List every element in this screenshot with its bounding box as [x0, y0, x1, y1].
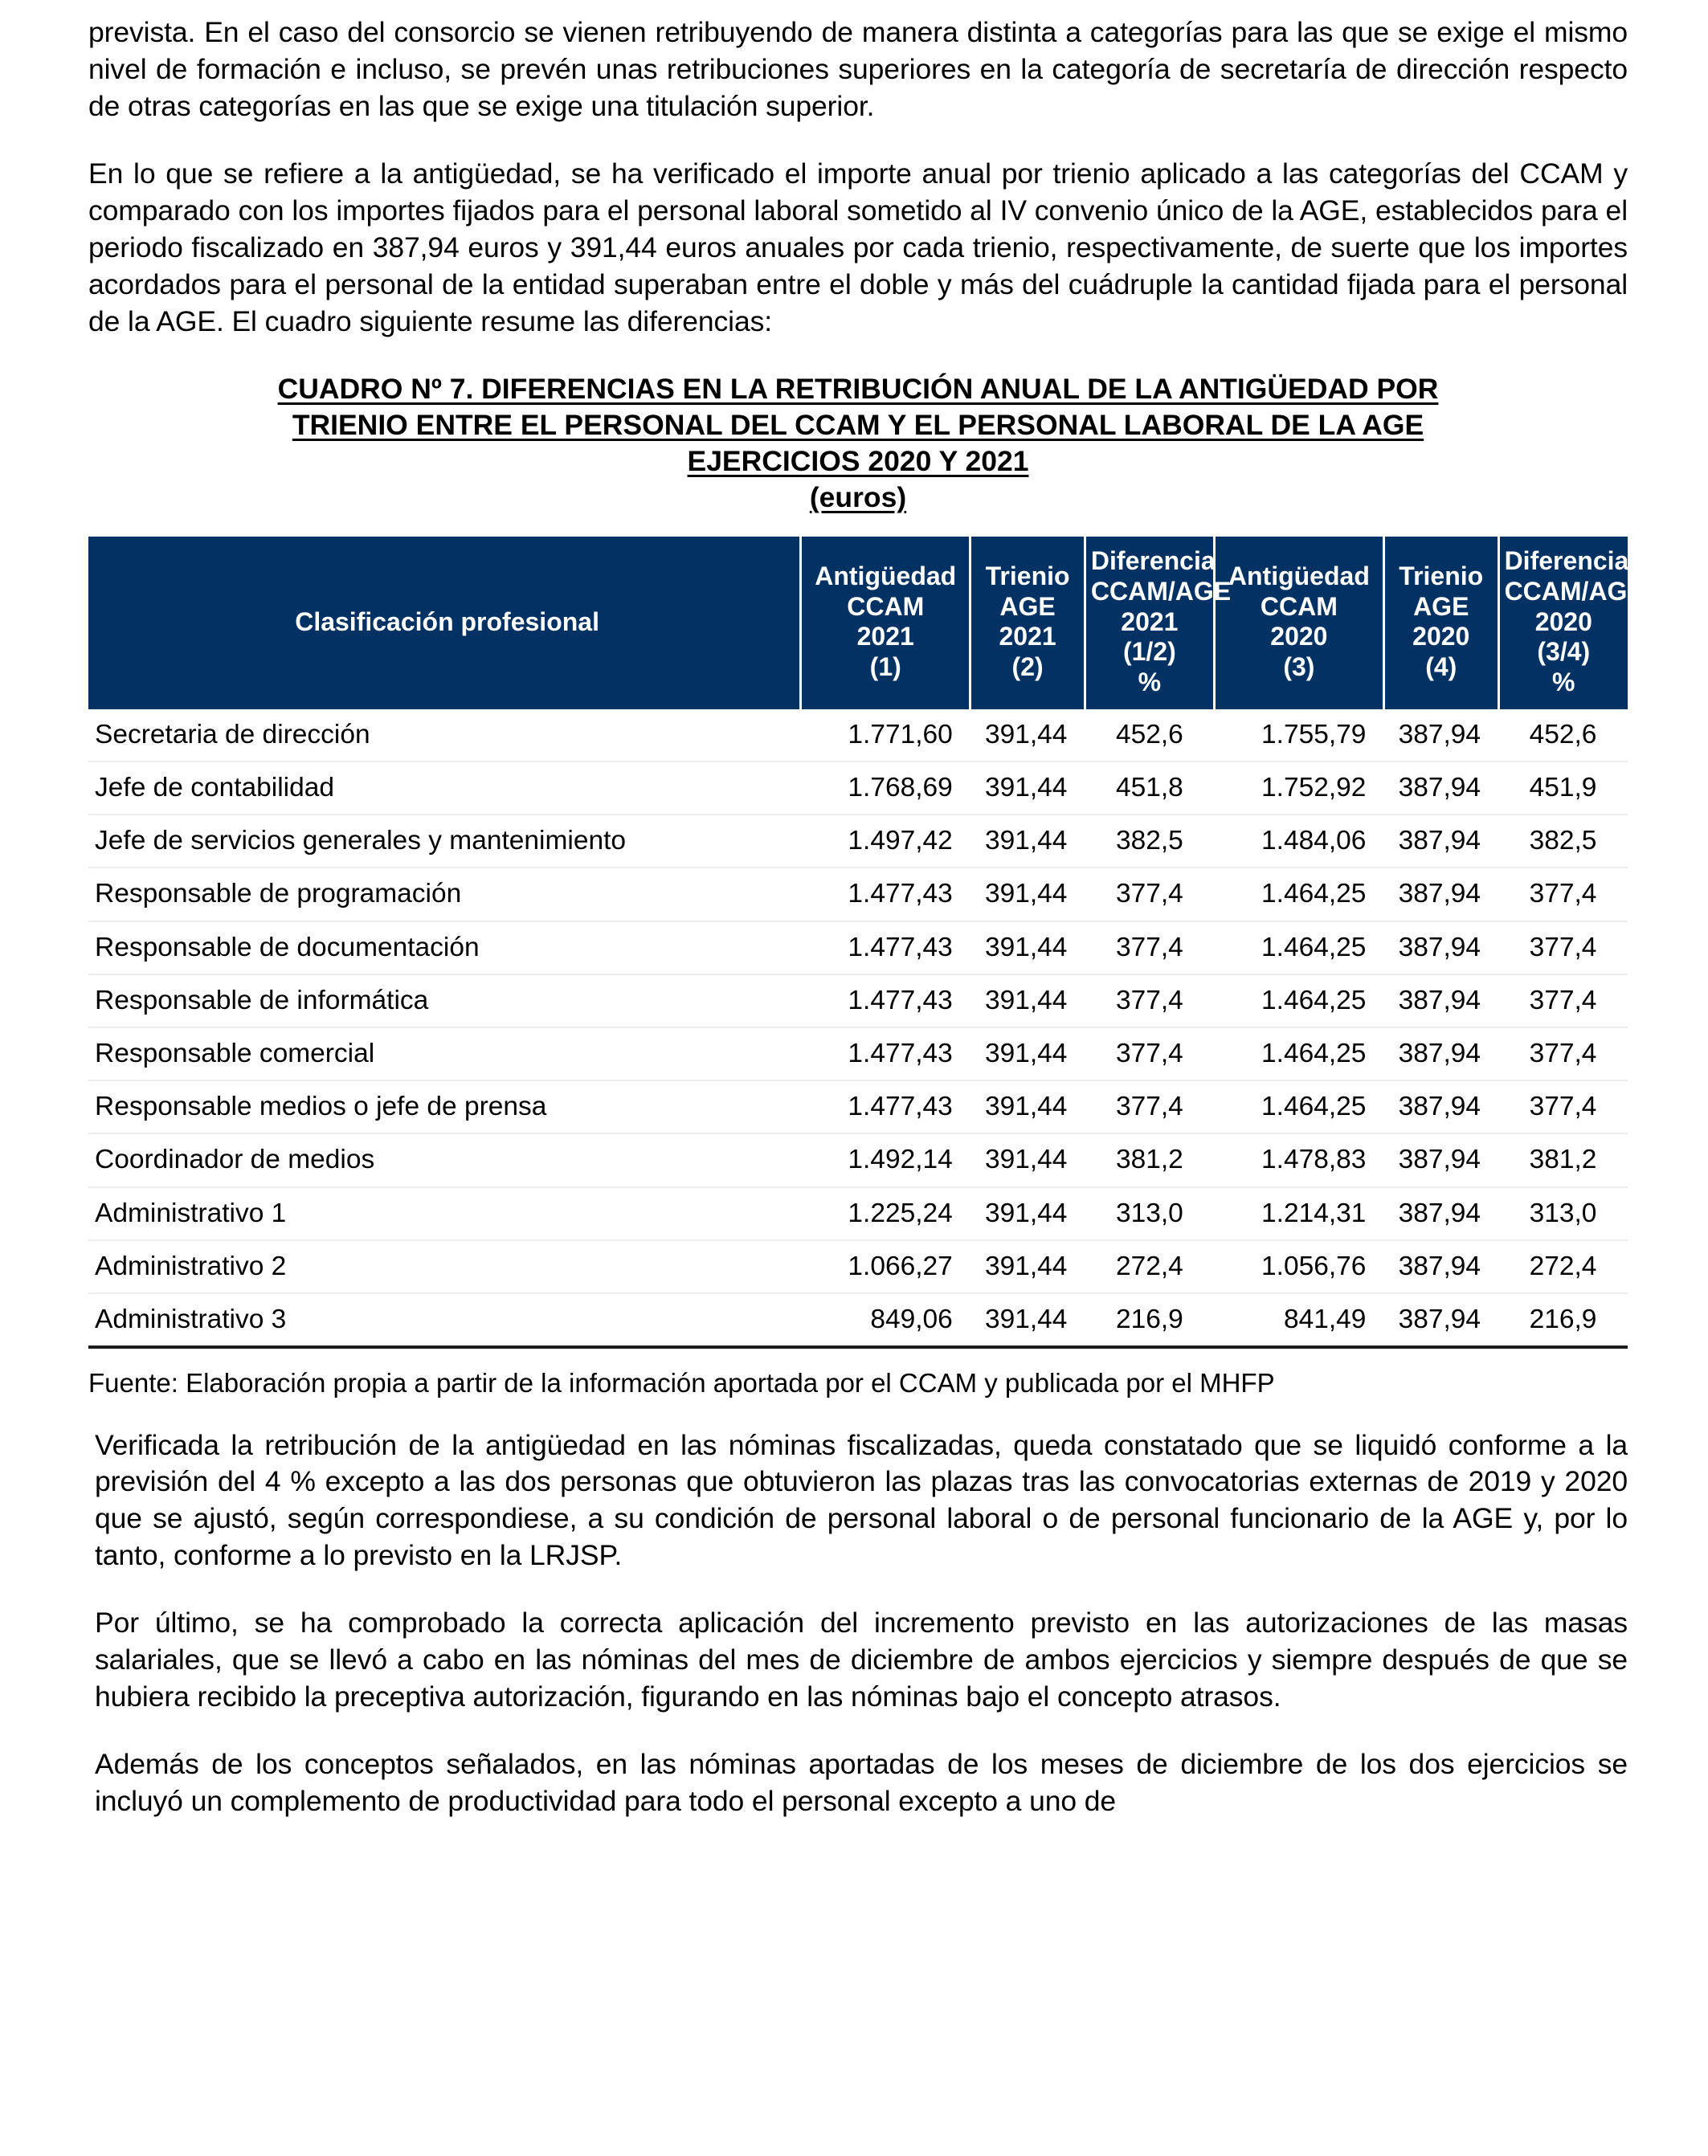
- table-header-row: [88, 537, 1628, 709]
- cell-trienio-age-2021: 391,44: [970, 762, 1085, 815]
- cell-ant-ccam-2020: 1.478,83: [1214, 1133, 1383, 1186]
- cell-clasificacion: Jefe de servicios generales y mantenimiento: [88, 815, 801, 868]
- cell-dif-2020: 216,9: [1498, 1293, 1628, 1347]
- cell-trienio-age-2021: 391,44: [970, 1133, 1085, 1186]
- header-line: (1/2): [1122, 637, 1176, 667]
- cell-clasificacion: Responsable medios o jefe de prensa: [88, 1080, 801, 1133]
- cell-trienio-age-2021: 391,44: [970, 974, 1085, 1027]
- cell-trienio-age-2020: 387,94: [1383, 709, 1498, 762]
- header-line: 2021: [856, 622, 914, 651]
- cell-ant-ccam-2020: 1.056,76: [1214, 1240, 1383, 1293]
- cell-ant-ccam-2020: 1.484,06: [1214, 815, 1383, 868]
- cell-trienio-age-2020: 387,94: [1383, 762, 1498, 815]
- cell-dif-2020: 313,0: [1498, 1187, 1628, 1240]
- table-row: [88, 1080, 1628, 1133]
- cell-clasificacion: Administrativo 3: [88, 1293, 801, 1347]
- table-body: [88, 709, 1628, 1347]
- table-row: [88, 709, 1628, 762]
- cell-ant-ccam-2021: 1.477,43: [801, 1080, 970, 1133]
- cell-ant-ccam-2021: 1.225,24: [801, 1187, 970, 1240]
- cell-trienio-age-2020: 387,94: [1383, 1293, 1498, 1347]
- column-header-antiguedad-ccam-2020: [1214, 537, 1383, 709]
- spacer: [88, 1400, 1628, 1427]
- cell-dif-2020: 451,9: [1498, 762, 1628, 815]
- cell-dif-2020: 377,4: [1498, 1027, 1628, 1080]
- header-line: Trienio: [1399, 561, 1484, 590]
- header-line: CCAM/AGE: [1504, 576, 1645, 606]
- header-line: CCAM/AGE: [1090, 576, 1232, 606]
- cell-ant-ccam-2020: 1.464,25: [1214, 974, 1383, 1027]
- header-line: 2020: [1412, 622, 1470, 651]
- column-header-diferencia-2020: [1498, 537, 1645, 709]
- header-line: Diferencia: [1504, 546, 1629, 576]
- header-line: Diferencia: [1090, 546, 1216, 576]
- cell-ant-ccam-2020: 1.464,25: [1214, 868, 1383, 921]
- paragraph-verificada: Verificada la retribución de la antigüedad en las nóminas fiscalizadas, queda constatado que se liquidó conforme a la previsión del 4 % excepto a las dos personas que obtuvieron las plazas tras las convocatorias externas de 2019 y 2020 que se ajustó, según correspondiese, a su condición de personal laboral o de personal funcionario de la AGE y, por lo tanto, conforme a lo previsto en la LRJSP.: [95, 1428, 1628, 1572]
- cell-dif-2021: 377,4: [1085, 1080, 1214, 1133]
- header-line: %: [1552, 668, 1575, 697]
- header-line: (4): [1425, 652, 1457, 682]
- cell-dif-2020: 272,4: [1498, 1240, 1628, 1293]
- cell-ant-ccam-2020: 841,49: [1214, 1293, 1383, 1347]
- cell-trienio-age-2020: 387,94: [1383, 921, 1498, 974]
- cell-dif-2020: 377,4: [1498, 868, 1628, 921]
- cell-trienio-age-2021: 391,44: [970, 1080, 1085, 1133]
- header-line: AGE: [999, 591, 1056, 621]
- cell-clasificacion: Jefe de contabilidad: [88, 762, 801, 815]
- table-row: [88, 921, 1628, 974]
- cell-clasificacion: Administrativo 1: [88, 1187, 801, 1240]
- paragraph-ademas: Además de los conceptos señalados, en las nóminas aportadas de los meses de diciembre de los dos ejercicios se incluyó un complemento de productividad para todo el personal excepto a uno de: [95, 1748, 1628, 1818]
- column-header-clasificacion: Clasificación profesional: [88, 537, 801, 709]
- header-line: (3/4): [1537, 637, 1591, 667]
- cell-trienio-age-2021: 391,44: [970, 709, 1085, 762]
- cell-dif-2020: 452,6: [1498, 709, 1628, 762]
- header-line: Antigüedad: [815, 561, 957, 590]
- cell-dif-2021: 377,4: [1085, 921, 1214, 974]
- cell-trienio-age-2020: 387,94: [1383, 1133, 1498, 1186]
- header-line: (2): [1011, 652, 1044, 682]
- header-line: Trienio: [985, 561, 1070, 590]
- cell-dif-2021: 272,4: [1085, 1240, 1214, 1293]
- cell-dif-2020: 377,4: [1498, 974, 1628, 1027]
- cell-dif-2020: 382,5: [1498, 815, 1628, 868]
- table-title-line-2: TRIENIO ENTRE EL PERSONAL DEL CCAM Y EL PERSONAL LABORAL DE LA AGE: [292, 408, 1424, 441]
- cell-trienio-age-2021: 391,44: [970, 1293, 1085, 1347]
- table-row: [88, 762, 1628, 815]
- table-title-line-3: EJERCICIOS 2020 Y 2021: [687, 444, 1029, 477]
- header-line: 2020: [1534, 606, 1592, 636]
- cell-trienio-age-2021: 391,44: [970, 1240, 1085, 1293]
- table-header: [88, 537, 1645, 709]
- table-row: [88, 1240, 1628, 1293]
- paragraph-por-ultimo: Por último, se ha comprobado la correcta aplicación del incremento previsto en las autorizaciones de las masas salariales, que se llevó a cabo en las nóminas del mes de diciembre de ambos ejercicios y siempre después de que se hubiera recibido la preceptiva autorización, figurando en las nóminas bajo el concepto atrasos.: [95, 1607, 1628, 1713]
- header-line: 2020: [1270, 622, 1328, 651]
- cell-dif-2020: 377,4: [1498, 1080, 1628, 1133]
- header-line: (1): [869, 652, 901, 682]
- paragraph-antiguedad: En lo que se refiere a la antigüedad, se ha verificado el importe anual por trienio aplicado a las categorías del CCAM y comparado con los importes fijados para el personal laboral sometido al IV convenio único de la AGE, establecidos para el periodo fiscalizado en 387,94 euros y 391,44 euros anuales por cada trienio, respectivamente, de suerte que los importes acordados para el personal de la entidad superaban entre el doble y más del cuádruple la cantidad fijada para el personal de la AGE. El cuadro siguiente resume las diferencias:: [88, 157, 1628, 337]
- cell-dif-2021: 377,4: [1085, 868, 1214, 921]
- cell-ant-ccam-2021: 1.477,43: [801, 1027, 970, 1080]
- header-line: 2021: [999, 622, 1056, 651]
- cell-dif-2020: 377,4: [1498, 921, 1628, 974]
- column-header-trienio-age-2020: [1383, 537, 1498, 709]
- cell-ant-ccam-2021: 1.477,43: [801, 921, 970, 974]
- cell-trienio-age-2021: 391,44: [970, 815, 1085, 868]
- table-title-units: (euros): [809, 480, 907, 513]
- header-line: %: [1138, 668, 1162, 697]
- cell-trienio-age-2021: 391,44: [970, 1027, 1085, 1080]
- cell-trienio-age-2020: 387,94: [1383, 974, 1498, 1027]
- cell-ant-ccam-2021: 849,06: [801, 1293, 970, 1347]
- table-row: [88, 1293, 1628, 1347]
- column-header-diferencia-2021: [1085, 537, 1232, 709]
- cell-ant-ccam-2021: 1.771,60: [801, 709, 970, 762]
- cell-dif-2021: 381,2: [1085, 1133, 1214, 1186]
- cell-trienio-age-2020: 387,94: [1383, 1027, 1498, 1080]
- cell-clasificacion: Administrativo 2: [88, 1240, 801, 1293]
- header-line: 2021: [1121, 606, 1179, 636]
- cell-trienio-age-2020: 387,94: [1383, 868, 1498, 921]
- retribucion-antiguedad-table: [88, 537, 1645, 1349]
- table-title-line-1: CUADRO Nº 7. DIFERENCIAS EN LA RETRIBUCIÓN ANUAL DE LA ANTIGÜEDAD POR: [277, 372, 1439, 405]
- cell-clasificacion: Coordinador de medios: [88, 1133, 801, 1186]
- table-row: [88, 1187, 1628, 1240]
- cell-ant-ccam-2020: 1.755,79: [1214, 709, 1383, 762]
- table-source-note: Fuente: Elaboración propia a partir de la información aportada por el CCAM y publicada por el MHFP: [88, 1368, 1275, 1399]
- table-row: [88, 1027, 1628, 1080]
- header-line: Antigüedad: [1228, 561, 1370, 590]
- table-title: [88, 371, 1628, 516]
- cell-ant-ccam-2020: 1.464,25: [1214, 1027, 1383, 1080]
- paragraph-prevista: prevista. En el caso del consorcio se vienen retribuyendo de manera distinta a categorías para las que se exige el mismo nivel de formación e incluso, se prevén unas retribuciones superiores en la categoría de secretaría de dirección respecto de otras categorías en las que se exige una titulación superior.: [88, 16, 1628, 122]
- table-row: [88, 868, 1628, 921]
- cell-ant-ccam-2021: 1.477,43: [801, 868, 970, 921]
- cell-dif-2021: 382,5: [1085, 815, 1214, 868]
- cell-clasificacion: Responsable comercial: [88, 1027, 801, 1080]
- table-row: [88, 815, 1628, 868]
- cell-trienio-age-2020: 387,94: [1383, 815, 1498, 868]
- cell-ant-ccam-2020: 1.464,25: [1214, 921, 1383, 974]
- column-header-antiguedad-ccam-2021: [801, 537, 970, 709]
- cell-trienio-age-2021: 391,44: [970, 921, 1085, 974]
- cell-clasificacion: Responsable de documentación: [88, 921, 801, 974]
- cell-dif-2021: 313,0: [1085, 1187, 1214, 1240]
- cell-dif-2021: 216,9: [1085, 1293, 1214, 1347]
- cell-trienio-age-2021: 391,44: [970, 868, 1085, 921]
- cell-dif-2020: 381,2: [1498, 1133, 1628, 1186]
- cell-trienio-age-2020: 387,94: [1383, 1240, 1498, 1293]
- document-page: [0, 14, 1708, 2156]
- cell-dif-2021: 377,4: [1085, 974, 1214, 1027]
- table-row: [88, 974, 1628, 1027]
- header-line: CCAM: [847, 591, 925, 621]
- cell-clasificacion: Responsable de informática: [88, 974, 801, 1027]
- cell-dif-2021: 452,6: [1085, 709, 1214, 762]
- cell-ant-ccam-2021: 1.768,69: [801, 762, 970, 815]
- cell-trienio-age-2020: 387,94: [1383, 1187, 1498, 1240]
- header-line: AGE: [1413, 591, 1469, 621]
- header-line: (3): [1283, 652, 1315, 682]
- cell-ant-ccam-2020: 1.464,25: [1214, 1080, 1383, 1133]
- cell-trienio-age-2020: 387,94: [1383, 1080, 1498, 1133]
- cell-dif-2021: 377,4: [1085, 1027, 1214, 1080]
- table-row: [88, 1133, 1628, 1186]
- cell-ant-ccam-2020: 1.752,92: [1214, 762, 1383, 815]
- cell-ant-ccam-2021: 1.066,27: [801, 1240, 970, 1293]
- cell-dif-2021: 451,8: [1085, 762, 1214, 815]
- cell-ant-ccam-2021: 1.497,42: [801, 815, 970, 868]
- cell-trienio-age-2021: 391,44: [970, 1187, 1085, 1240]
- column-header-trienio-age-2021: [970, 537, 1085, 709]
- cell-ant-ccam-2020: 1.214,31: [1214, 1187, 1383, 1240]
- cell-clasificacion: Responsable de programación: [88, 868, 801, 921]
- cell-ant-ccam-2021: 1.492,14: [801, 1133, 970, 1186]
- cell-clasificacion: Secretaria de dirección: [88, 709, 801, 762]
- cell-ant-ccam-2021: 1.477,43: [801, 974, 970, 1027]
- header-line: CCAM: [1260, 591, 1338, 621]
